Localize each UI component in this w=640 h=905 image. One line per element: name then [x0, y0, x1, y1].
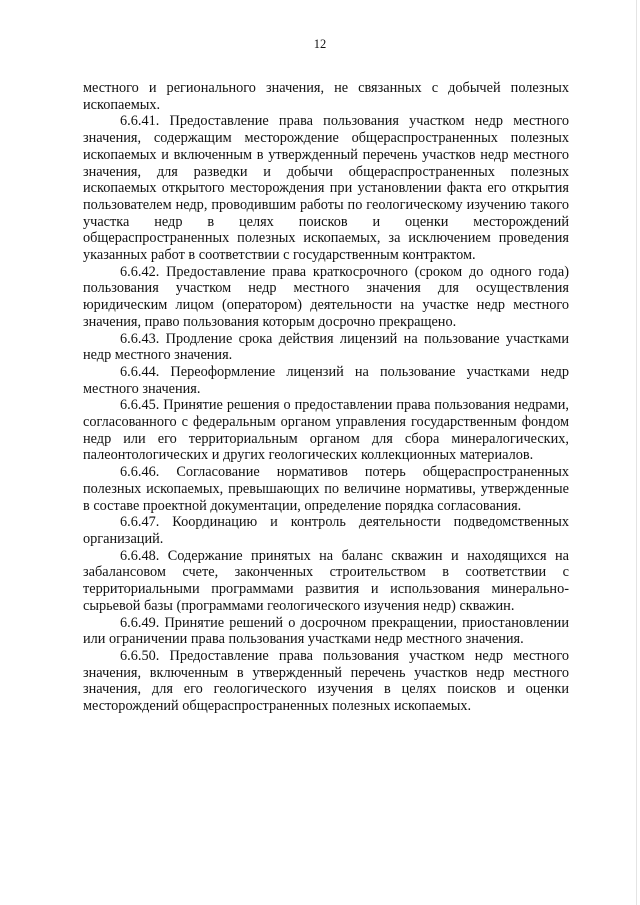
document-body	[83, 80, 569, 715]
paragraph-6-6-48: 6.6.48. Содержание принятых на баланс скважин и находящихся на забалансовом счете, законченных строительством в соответствии с территориальными программами развития и использования минерально-сырьевой базы (программами геологического изучения недр) скважин.	[83, 547, 569, 614]
paragraph-6-6-49: 6.6.49. Принятие решений о досрочном прекращении, приостановлении или ограничении права пользования участками недр местного значения.	[83, 614, 569, 648]
paragraph-continuation: местного и регионального значения, не связанных с добычей полезных ископаемых.	[83, 80, 569, 113]
paragraph-6-6-43: 6.6.43. Продление срока действия лицензий на пользование участками недр местного значения.	[83, 330, 569, 364]
paragraph-6-6-47: 6.6.47. Координацию и контроль деятельности подведомственных организаций.	[83, 514, 569, 547]
page-edge	[636, 0, 637, 905]
paragraph-6-6-42: 6.6.42. Предоставление права краткосрочного (сроком до одного года) пользования участком недр местного значения для осуществления юридическим лицом (оператором) деятельности на участке недр местного значения, право пользования которым досрочно прекращено.	[83, 263, 569, 330]
paragraph-6-6-50: 6.6.50. Предоставление права пользования участком недр местного значения, включенным в утвержденный перечень участков недр местного значения, для его геологического изучения в целях поисков и оценки месторождений общераспространенных полезных ископаемых.	[83, 647, 569, 715]
paragraph-6-6-44: 6.6.44. Переоформление лицензий на пользование участками недр местного значения.	[83, 363, 569, 397]
paragraph-6-6-45: 6.6.45. Принятие решения о предоставлении права пользования недрами, согласованного с федеральным органом управления государственным фондом недр или его территориальным органом для сбора минералогических, палеонтологических и других геологических коллекционных материалов.	[83, 397, 569, 464]
paragraph-6-6-46: 6.6.46. Согласование нормативов потерь общераспространенных полезных ископаемых, превышающих по величине нормативы, утвержденные в составе проектной документации, определение порядка согласования.	[83, 464, 569, 514]
page-number: 12	[313, 37, 327, 51]
paragraph-6-6-41: 6.6.41. Предоставление права пользования участком недр местного значения, содержащим месторождение общераспространенных полезных ископаемых и включенным в утвержденный перечень участков недр местного значения, для разведки и добычи общераспространенных полезных ископаемых открытого месторождения при установлении факта его открытия пользователем недр, проводившим работы по геологическому изучению такого участка недр в целях поисков и оценки месторождений общераспространенных полезных ископаемых, за исключением проведения указанных работ в соответствии с государственным контрактом.	[83, 113, 569, 264]
